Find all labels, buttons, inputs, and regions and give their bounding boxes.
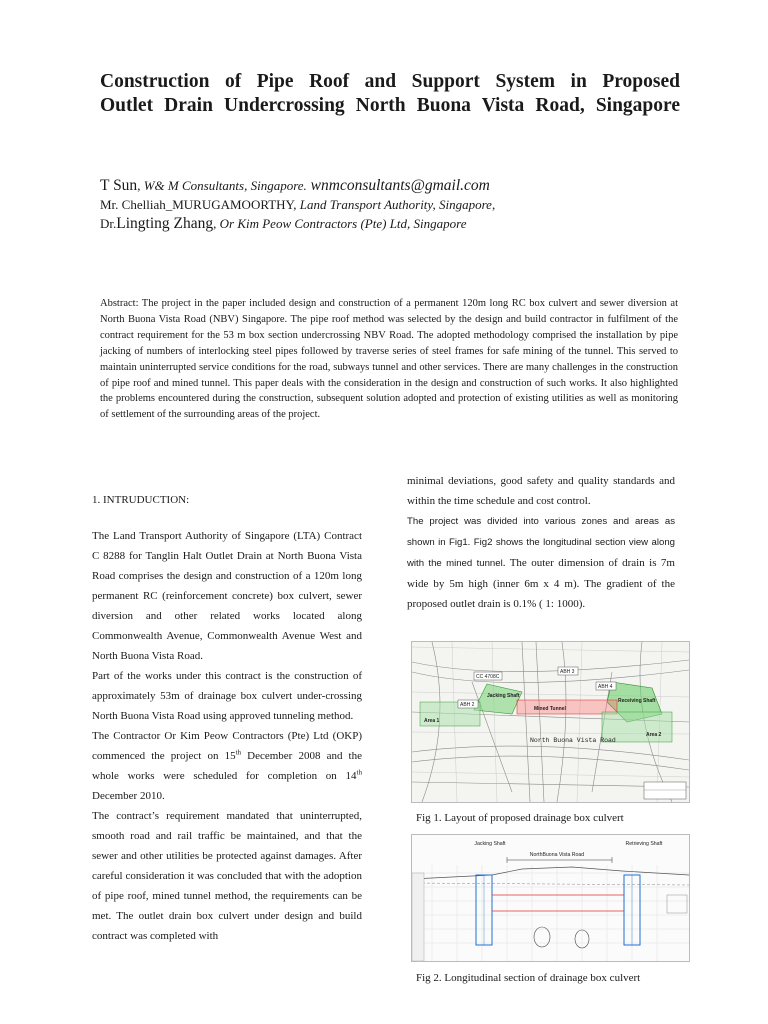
figure-2-longitudinal-section: [411, 834, 690, 962]
author-list: [100, 176, 700, 233]
right-paragraph-2: The project was divided into various zones and areas as shown in Fig1. Fig2 shows the longitudinal section view along with the mined tunnel. The outer dimension of drain is 7m wide by 5m high (inner 6m x 4 m). The gradient of the proposed outlet drain is 0.1% ( 1: 1000).: [407, 516, 675, 610]
fig1-label-road: North Buona Vista Road: [530, 737, 616, 744]
paper-title: [100, 70, 680, 118]
intro-paragraph-2: Part of the works under this contract is the construction of approximately 53m of drainage box culvert under-crossing North Buona Vista Road using approved tunneling method.: [92, 670, 362, 722]
author-3-affiliation: Or Kim Peow Contractors (Pte) Ltd: [216, 216, 408, 231]
author-2: Mr. Chelliah_MURUGAMOORTHY, Land Transport Authority, Singapore,: [100, 197, 496, 212]
fig1-label-abh4: ABH 4: [598, 684, 613, 690]
intro-paragraph-1: The Land Transport Authority of Singapore (LTA) Contract C 8288 for Tanglin Halt Outlet Drain at North Buona Vista Road comprises the design and construction of a 120m long permanent RC (reinforcement concrete) box culvert, sewer diversion and other related works located along Commonwealth Avenue, Commonwealth Avenue West and North Buona Vista Road.: [92, 530, 362, 662]
figure-2-caption: Fig 2. Longitudinal section of drainage box culvert: [416, 972, 641, 984]
title-line-2: Outlet Drain Undercrossing North Buona Vista Road, Singapore: [100, 95, 680, 116]
fig2-label-jacking: Jacking Shaft: [474, 841, 506, 847]
section-heading-introduction: 1. INTRUDUCTION:: [92, 494, 190, 506]
left-column: [92, 478, 362, 946]
intro-paragraph-4: The contract’s requirement mandated that uninterrupted, smooth road and rail traffic be maintained, and that the sewer and other utilities be protected against damages. After careful consideration it was concluded that with the adoption of pipe roof, mined tunnel method, the requirements can be met. The outlet drain box culvert under design and build contract was completed with: [92, 810, 362, 942]
fig1-label-abh2: ABH 2: [460, 702, 475, 708]
author-1-name: T Sun: [100, 177, 138, 194]
fig2-label-retrieving: Retrieving Shaft: [625, 841, 663, 847]
fig1-label-area2: Area 2: [646, 732, 662, 738]
author-1-affiliation: W& M Consultants, Singapore.: [140, 178, 307, 193]
fig1-label-mined: Mined Tunnel: [534, 706, 566, 712]
author-3: Dr.Lingting Zhang, Or Kim Peow Contractors (Pte) Ltd, Singapore: [100, 215, 467, 232]
figure-1-layout-plan: [411, 641, 690, 803]
figure-1-caption: Fig 1. Layout of proposed drainage box culvert: [416, 812, 624, 824]
author-3-name: Lingting Zhang: [116, 215, 214, 232]
right-column: [407, 471, 675, 614]
fig1-label-cc: CC 4708C: [476, 674, 500, 680]
figure-1-drawing: [412, 642, 689, 802]
title-line-1: Construction of Pipe Roof and Support System in Proposed: [100, 71, 680, 92]
abstract: Abstract: The project in the paper included design and construction of a permanent 120m long RC box culvert and sewer diversion at North Buona Vista Road (NBV) Singapore. The pipe roof method was selected by the design and build contractor in fulfilment of the contract requirement for the 53 m box section undercrossing NBV Road. The adopted methodology comprised the installation by pipe jacking of numbers of interlocking steel pipes followed by traverse series of steel frames for safe mining of the tunnel. This served to maintain uninterrupted service conditions for the road, subways tunnel and other services. There are many challenges in the construction of pipe roof and mined tunnel. This paper deals with the consideration in the design and construction of such works. It also highlighted the problems encountered during the construction, subsequent solution adopted and protection of existing utilities as well as monitoring of settlement of the surrounding areas of the project.: [100, 298, 678, 421]
fig2-label-road: NorthBuona Vista Road: [529, 852, 585, 858]
author-1: T Sun, W& M Consultants, Singapore. wnmconsultants@gmail.com: [100, 177, 490, 194]
author-1-email: wnmconsultants@gmail.com: [306, 177, 490, 194]
fig1-label-receiving: Receiving Shaft: [618, 698, 656, 704]
fig1-label-area1: Area 1: [424, 718, 440, 724]
right-paragraph-1: minimal deviations, good safety and quality standards and within the time schedule and cost control.: [407, 475, 675, 507]
author-2-affiliation: Land Transport Authority, Singapore: [296, 197, 492, 212]
figure-2-drawing: [412, 835, 689, 961]
author-2-name: Mr. Chelliah_MURUGAMOORTHY: [100, 197, 294, 212]
intro-paragraph-3: The Contractor Or Kim Peow Contractors (Pte) Ltd (OKP) commenced the project on 15th December 2008 and the whole works were scheduled for completion on 14th December 2010.: [92, 730, 362, 802]
fig1-label-jacking: Jacking Shaft: [487, 693, 520, 699]
fig1-label-abh3: ABH 3: [560, 669, 575, 675]
